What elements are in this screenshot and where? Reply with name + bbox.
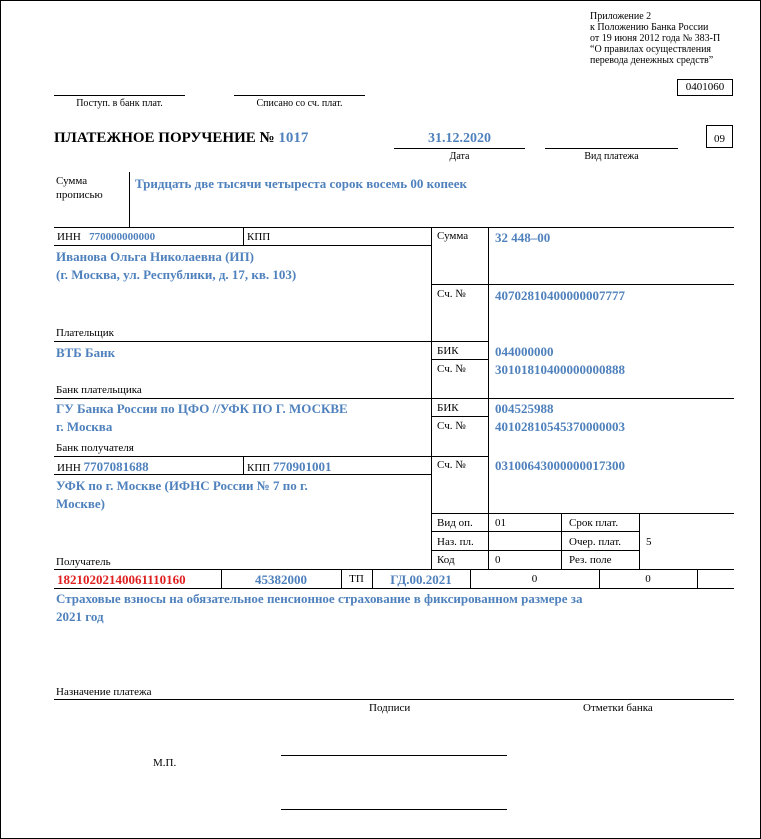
payer-kpp-label: КПП xyxy=(247,231,271,243)
signature-line-1 xyxy=(281,755,507,756)
payment-type-label: Вид платежа xyxy=(584,151,639,162)
grid-line-payer-inn xyxy=(54,245,431,246)
amount-words-divider xyxy=(129,172,130,227)
grid-line-tax-6 xyxy=(697,569,698,588)
tax-basis: ТП xyxy=(349,573,364,585)
payer-bank-bik: 044000000 xyxy=(495,344,554,359)
debited-label: Списано со сч. плат. xyxy=(256,98,343,109)
purpose-label: Назначение платежа xyxy=(56,686,152,698)
bank-marks-label: Отметки банка xyxy=(583,702,653,714)
payer-name-2: (г. Москва, ул. Республики, д. 17, кв. 103) xyxy=(56,267,297,282)
recipient-bank-label: Банк получателя xyxy=(56,442,134,454)
tax-doc-number: 0 xyxy=(531,573,538,585)
grid-line-payer-kpp xyxy=(243,227,244,245)
recipient-bank-bik: 004525988 xyxy=(495,401,554,416)
grid-line-purpose-bottom xyxy=(54,699,734,700)
payer-account: 40702810400000007777 xyxy=(495,288,625,303)
grid-line-details-top xyxy=(431,513,734,514)
grid-line-tax-bottom xyxy=(54,588,734,589)
grid-line-details-2 xyxy=(431,550,561,551)
recipient-kpp: 770901001 xyxy=(272,459,332,474)
grid-line-details-4 xyxy=(561,550,639,551)
tax-kbk: 18210202140061110160 xyxy=(57,572,186,587)
recipient-name-1: УФК по г. Москве (ИФНС России № 7 по г. xyxy=(56,478,308,493)
payer-inn-label: ИНН 770000000000 xyxy=(57,231,156,243)
status-code-box xyxy=(706,125,733,148)
tax-period: ГД.00.2021 xyxy=(390,572,452,587)
grid-line-details-mid xyxy=(561,513,562,569)
amount-words-label-1: Сумма xyxy=(56,175,88,187)
recipient-bank-name-1: ГУ Банка России по ЦФО //УФК ПО Г. МОСКВЕ xyxy=(56,401,348,416)
grid-line-payer-bik xyxy=(431,359,488,360)
received-line xyxy=(54,95,185,96)
form-code-box xyxy=(677,79,733,96)
payment-type-line xyxy=(545,148,678,149)
grid-line-recipient-bottom xyxy=(54,569,734,570)
order-date: 31.12.2020 xyxy=(428,131,491,146)
recipient-inn-label: ИНН 7707081688 xyxy=(57,459,149,474)
grid-line-rec-bik xyxy=(431,416,488,417)
payer-bank-label: Банк плательщика xyxy=(56,384,142,396)
purpose-line-1: Страховые взносы на обязательное пенсионное страхование в фиксированном размере за xyxy=(56,591,583,606)
recipient-name-2: Москве) xyxy=(56,496,105,511)
grid-line-payer-bottom xyxy=(54,341,488,342)
appendix-line-1: Приложение 2 xyxy=(590,11,652,22)
appendix-line-5: перевода денежных средств” xyxy=(590,55,714,66)
recipient-account: 03100643000000017300 xyxy=(495,458,625,473)
amount-label: Сумма xyxy=(437,230,469,242)
debited-line xyxy=(234,95,365,96)
grid-line-payer-top xyxy=(54,227,734,228)
payer-bank-account-label: Сч. № xyxy=(437,363,466,375)
payer-inn: 770000000000 xyxy=(89,231,156,243)
tax-oktmo: 45382000 xyxy=(255,572,307,587)
recipient-bank-account: 40102810545370000003 xyxy=(495,419,625,434)
op-type-label: Вид оп. xyxy=(437,517,473,529)
recipient-bank-bik-label: БИК xyxy=(437,402,459,414)
payer-label: Плательщик xyxy=(56,327,114,339)
amount-words-label-2: прописью xyxy=(56,189,103,201)
recipient-kpp-label: КПП 770901001 xyxy=(247,459,332,474)
recipient-inn: 7707081688 xyxy=(83,459,149,474)
status-code: 09 xyxy=(714,133,725,145)
recipient-bank-account-label: Сч. № xyxy=(437,420,466,432)
term-label: Срок плат. xyxy=(569,517,619,529)
grid-line-payer-bank xyxy=(54,398,734,399)
payer-name-1: Иванова Ольга Николаевна (ИП) xyxy=(56,249,254,264)
recipient-account-label: Сч. № xyxy=(437,459,466,471)
purpose-line-2: 2021 год xyxy=(56,609,104,624)
op-type: 01 xyxy=(495,517,506,529)
appendix-line-4: “О правилах осуществления xyxy=(590,44,712,55)
grid-line-rec-kpp xyxy=(243,456,244,474)
tax-doc-date: 0 xyxy=(645,573,651,585)
date-line xyxy=(394,148,525,149)
received-label: Поступ. в банк плат. xyxy=(76,98,163,109)
form-code: 0401060 xyxy=(685,81,725,93)
payer-bank-name: ВТБ Банк xyxy=(56,345,116,360)
amount-value: 32 448–00 xyxy=(495,230,551,245)
code: 0 xyxy=(495,554,501,566)
recipient-bank-name-2: г. Москва xyxy=(56,419,113,434)
payer-account-label: Сч. № xyxy=(437,288,466,300)
stamp-label: М.П. xyxy=(153,757,177,769)
signatures-label: Подписи xyxy=(369,702,411,714)
appendix-line-3: от 19 июня 2012 года № 383-П xyxy=(590,33,721,44)
order-title: ПЛАТЕЖНОЕ ПОРУЧЕНИЕ № 1017 xyxy=(54,130,309,146)
amount-words-value: Тридцать две тысячи четыреста сорок восемь 00 копеек xyxy=(135,176,467,191)
grid-line-details-1 xyxy=(431,531,561,532)
payer-bank-bik-label: БИК xyxy=(437,345,459,357)
appendix-line-2: к Положению Банка России xyxy=(590,22,709,33)
grid-line-details-right xyxy=(639,513,640,569)
grid-line-details-3 xyxy=(561,531,639,532)
reserve-label: Рез. поле xyxy=(569,554,612,566)
recipient-label: Получатель xyxy=(56,556,111,568)
priority: 5 xyxy=(646,536,652,548)
payer-bank-account: 30101810400000000888 xyxy=(495,362,625,377)
code-label: Код xyxy=(437,554,455,566)
grid-line-amount xyxy=(431,284,734,285)
date-label: Дата xyxy=(449,151,470,162)
purpose-code-label: Наз. пл. xyxy=(437,536,474,548)
signature-line-2 xyxy=(281,809,507,810)
order-number: 1017 xyxy=(278,130,309,146)
grid-line-rec-bank xyxy=(54,456,488,457)
priority-label: Очер. плат. xyxy=(569,536,622,548)
